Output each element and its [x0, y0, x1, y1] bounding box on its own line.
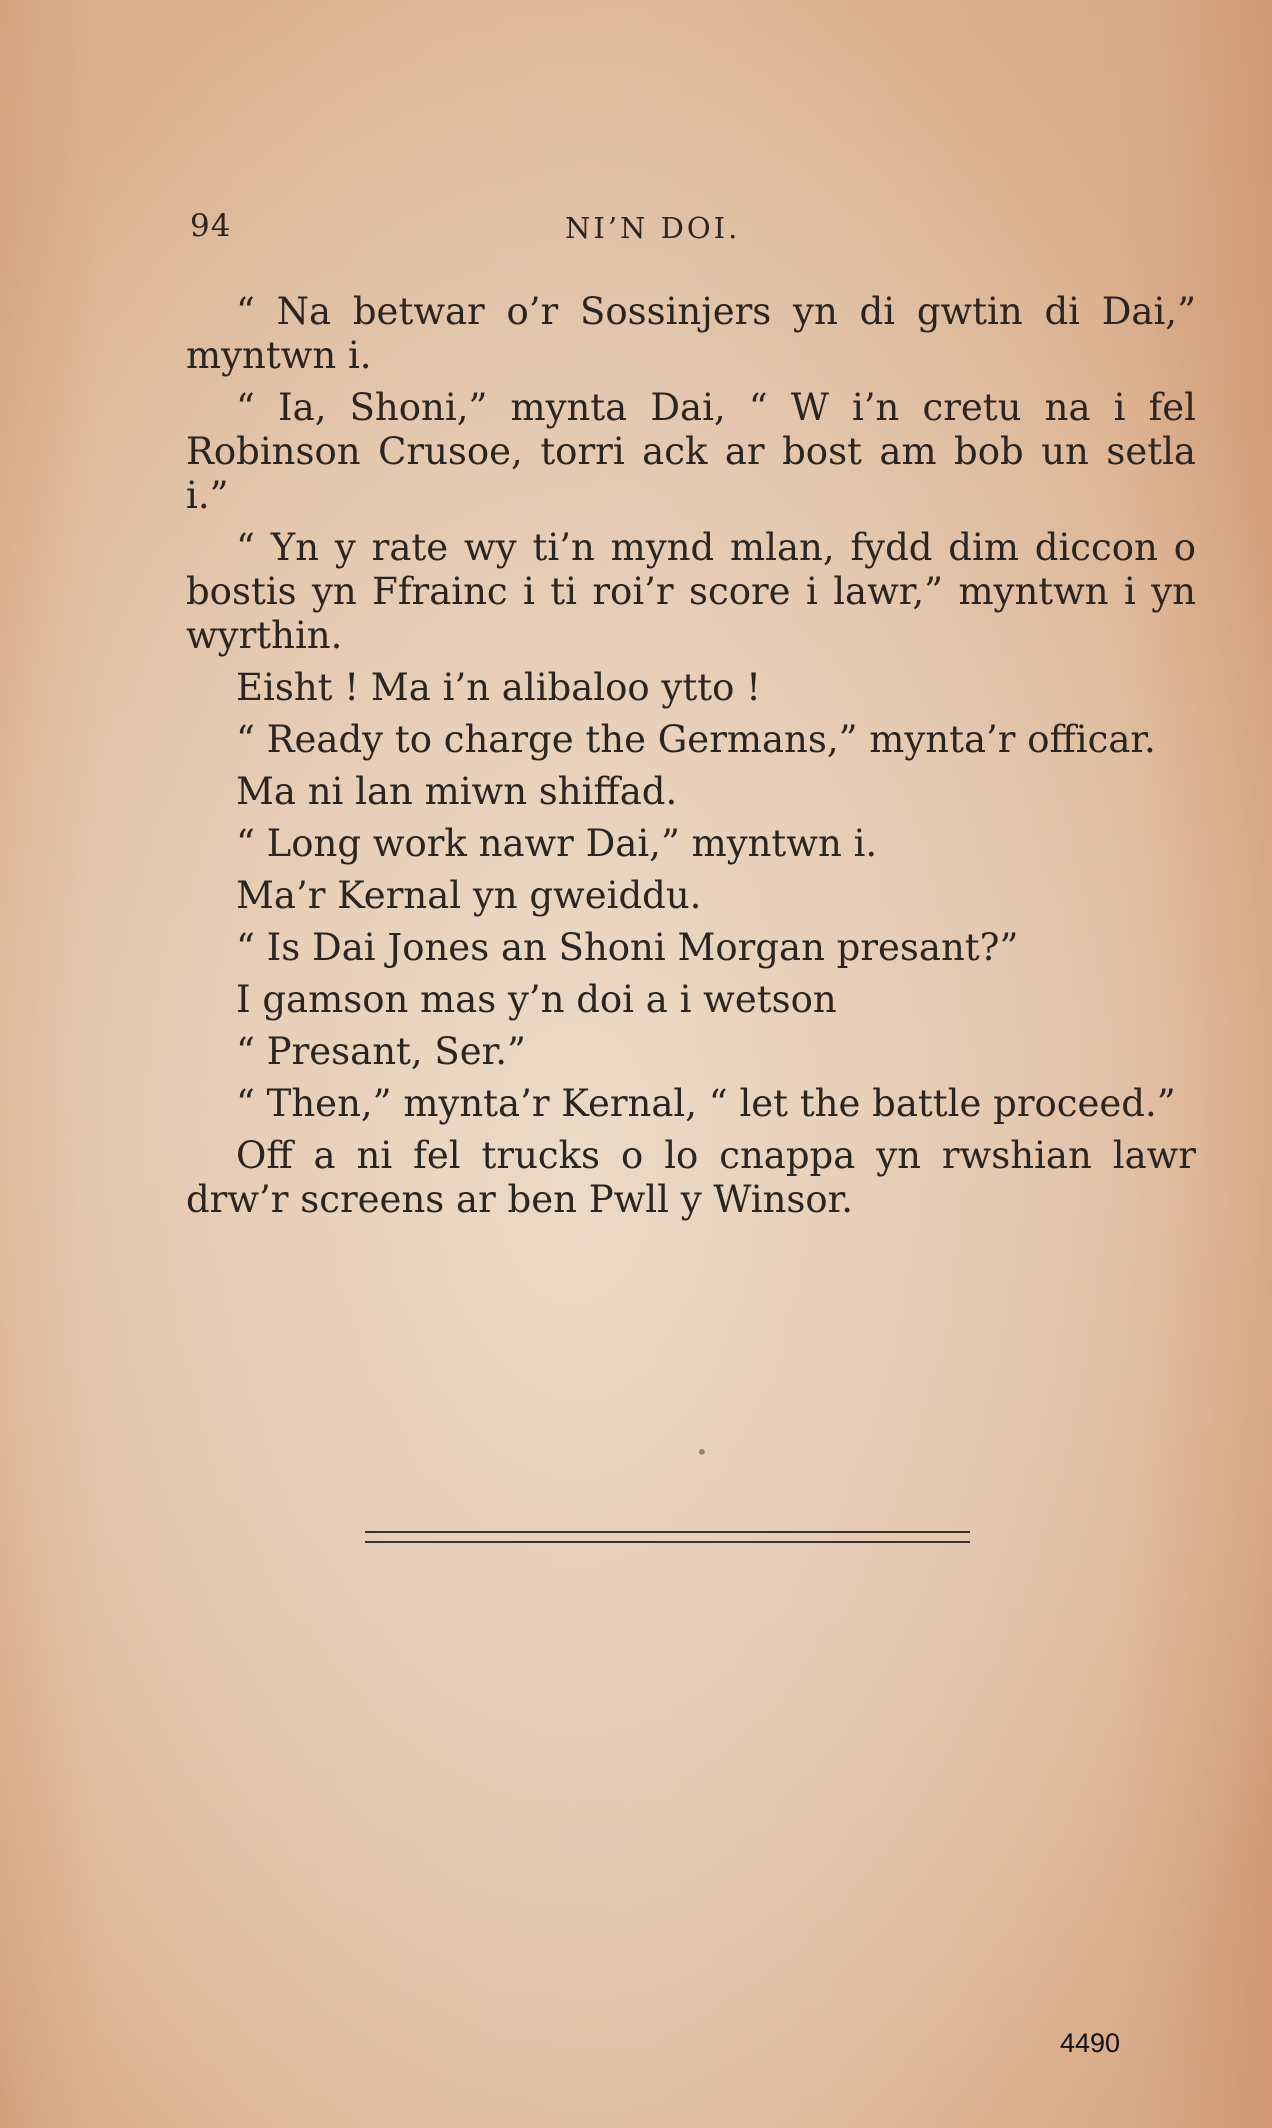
catalog-number: 4490 [1060, 2028, 1121, 2058]
ornament-mark: • [696, 1440, 708, 1464]
paragraph: Off a ni fel trucks o lo cnappa yn rwshian lawr drw’r screens ar ben Pwll y Winsor. [186, 1134, 1196, 1221]
end-rule-top [365, 1531, 970, 1533]
paragraph: “ Ready to charge the Germans,” mynta’r officar. [236, 718, 1156, 761]
body-text [186, 290, 1196, 1230]
paragraph: “ Na betwar o’r Sossinjers yn di gwtin di Dai,” myntwn i. [186, 290, 1196, 377]
paragraph: “ Presant, Ser.” [236, 1030, 526, 1073]
paragraph: Eisht ! Ma i’n alibaloo ytto ! [236, 666, 761, 709]
paragraph: Ma ni lan miwn shiffad. [236, 770, 678, 813]
paragraph: “ Yn y rate wy ti’n mynd mlan, fydd dim diccon o bostis yn Ffrainc i ti roi’r score i lawr,” myntwn i yn wyrthin. [186, 526, 1196, 657]
paragraph: “ Ia, Shoni,” mynta Dai, “ W i’n cretu na i fel Robinson Crusoe, torri ack ar bost am bob un setla i.” [186, 386, 1196, 517]
paragraph: I gamson mas y’n doi a i wetson [236, 978, 837, 1021]
paragraph: “ Long work nawr Dai,” myntwn i. [236, 822, 878, 865]
page-number: 94 [190, 208, 232, 244]
page-header [190, 208, 1070, 258]
paragraph: Ma’r Kernal yn gweiddu. [236, 874, 702, 917]
paragraph: “ Then,” mynta’r Kernal, “ let the battle proceed.” [236, 1082, 1176, 1125]
paragraph: “ Is Dai Jones an Shoni Morgan presant?” [236, 926, 1019, 969]
running-title: NI’N DOI. [565, 211, 741, 245]
end-rule-bottom [365, 1541, 970, 1543]
